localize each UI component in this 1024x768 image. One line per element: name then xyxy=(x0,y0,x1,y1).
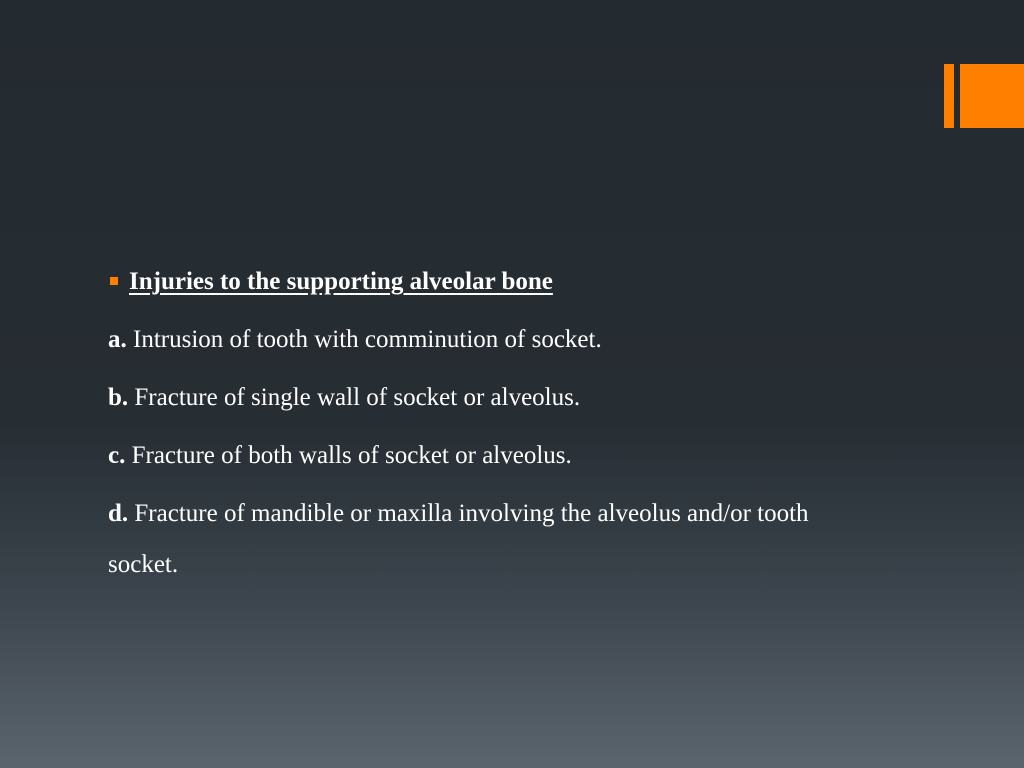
list-item-b xyxy=(108,378,868,418)
slide-content xyxy=(108,262,868,608)
corner-accent-mark xyxy=(944,64,1024,128)
item-label: a. xyxy=(108,326,127,353)
item-label: b. xyxy=(108,384,129,411)
slide-heading: Injuries to the supporting alveolar bone xyxy=(129,268,553,295)
list-item-c xyxy=(108,436,868,476)
list-item-a xyxy=(108,320,868,360)
heading-row xyxy=(108,262,868,302)
item-text: Fracture of mandible or maxilla involving the alveolus and/or tooth socket. xyxy=(108,500,809,578)
item-text: Fracture of both walls of socket or alveolus. xyxy=(125,442,572,469)
item-label: d. xyxy=(108,500,129,527)
accent-bar-thick xyxy=(960,64,1024,128)
item-label: c. xyxy=(108,442,126,469)
accent-bar-thin xyxy=(944,64,954,128)
square-bullet-icon xyxy=(110,277,118,285)
item-text: Intrusion of tooth with comminution of socket. xyxy=(126,326,602,353)
item-text: Fracture of single wall of socket or alveolus. xyxy=(128,384,581,411)
list-item-d xyxy=(108,488,868,590)
